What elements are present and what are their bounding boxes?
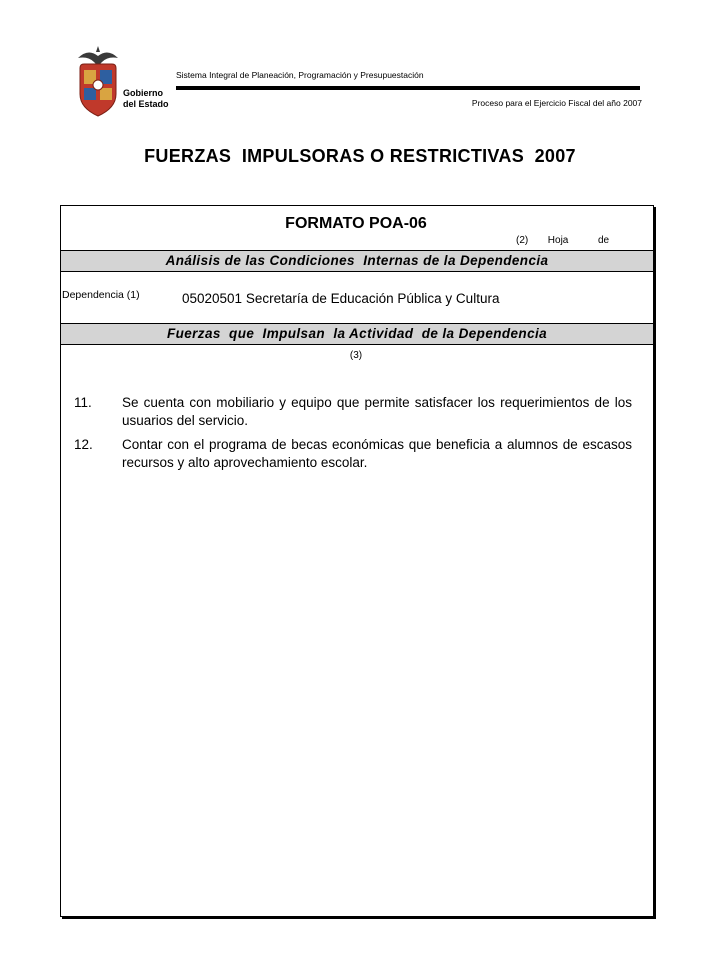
item-text: Se cuenta con mobiliario y equipo que permite satisfacer los requerimientos de los usuarios del servicio. (122, 395, 632, 428)
list-item (74, 436, 632, 472)
dependencia-value: 05020501 Secretaría de Educación Pública y Cultura (182, 291, 500, 306)
section-header-internal-conditions: Análisis de las Condiciones Internas de la Dependencia (61, 250, 653, 272)
page-title: FUERZAS IMPULSORAS O RESTRICTIVAS 2007 (144, 146, 576, 166)
form-code: FORMATO POA-06 (285, 215, 427, 232)
ref-3: (3) (349, 350, 363, 361)
ref-2: (2) (516, 235, 529, 246)
section-header-driving-forces: Fuerzas que Impulsan la Actividad de la Dependencia (61, 323, 653, 345)
form-frame (60, 205, 654, 917)
item-number: 11. (74, 395, 92, 410)
dependencia-label: Dependencia (1) (62, 289, 140, 301)
sheet-reference (516, 235, 609, 246)
government-label (123, 88, 183, 110)
header-divider (176, 86, 640, 90)
state-coat-of-arms-icon (74, 44, 122, 120)
item-text: Contar con el programa de becas económicas que beneficia a alumnos de escasos recursos y alto aprovechamiento escolar. (122, 437, 632, 470)
system-title: Sistema Integral de Planeación, Programación y Presupuestación (176, 70, 424, 80)
hoja-label: Hoja (547, 235, 569, 246)
fiscal-process-label: Proceso para el Ejercicio Fiscal del año 2007 (471, 98, 642, 108)
list-item (74, 394, 632, 430)
de-label: de (597, 235, 610, 246)
item-number: 12. (74, 437, 93, 452)
forces-list (74, 394, 632, 478)
gov-line-1: Gobierno (123, 88, 163, 98)
gov-line-2: del Estado (123, 99, 169, 109)
